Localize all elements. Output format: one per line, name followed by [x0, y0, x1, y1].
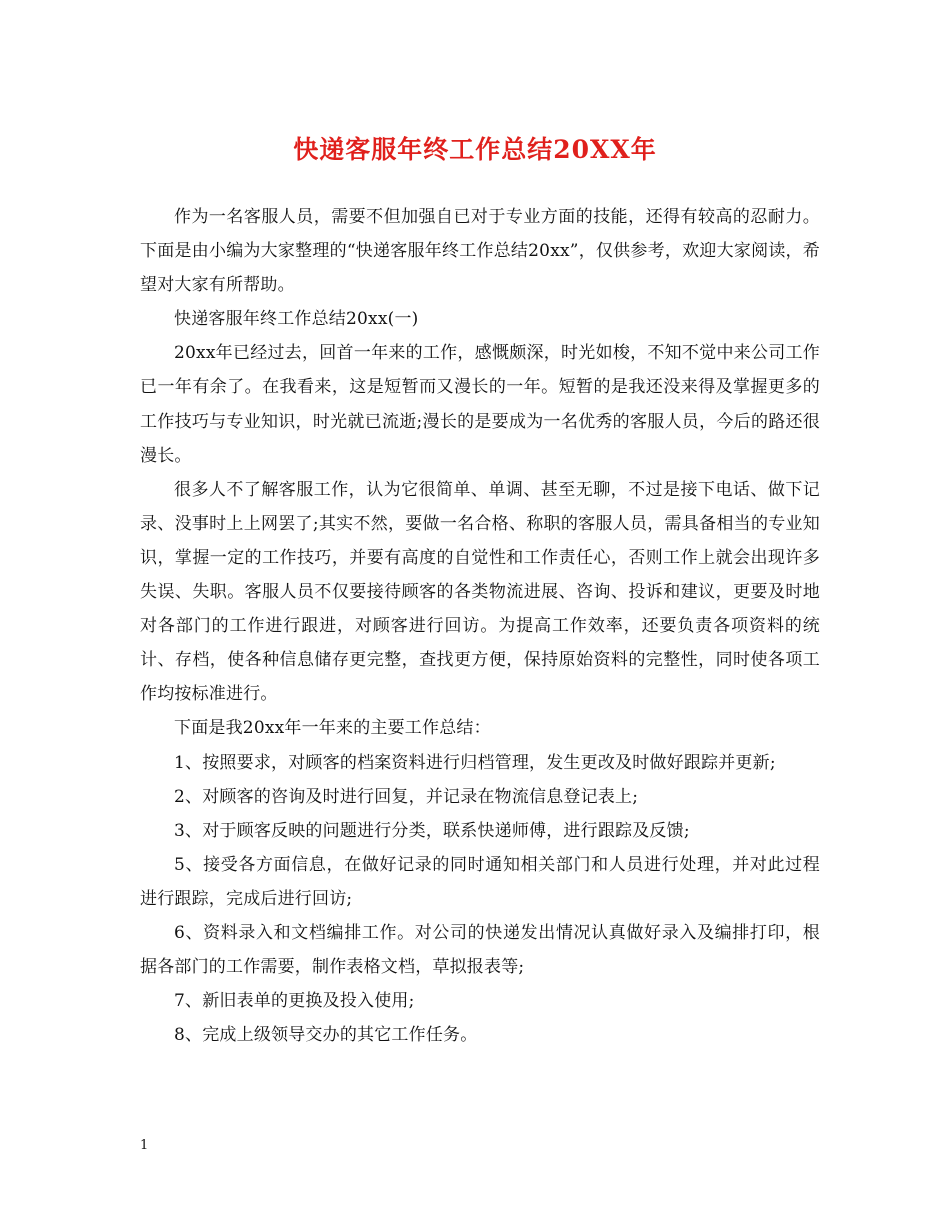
paragraph-intro: 作为一名客服人员，需要不但加强自已对于专业方面的技能，还得有较高的忍耐力。下面是由小编为大家整理的“快递客服年终工作总结20xx”，仅供参考，欢迎大家阅读，希望对大家有所帮助。	[140, 207, 820, 296]
section-heading: 快递客服年终工作总结20xx(一)	[174, 309, 419, 330]
list-item: 7、新旧表单的更换及投入使用;	[174, 991, 415, 1012]
paragraph-job-description: 很多人不了解客服工作，认为它很简单、单调、甚至无聊，不过是接下电话、做下记录、没事时上上网罢了;其实不然，要做一名合格、称职的客服人员，需具备相当的专业知识，掌握一定的工作技巧，并要有高度的自觉性和工作责任心，否则工作上就会出现许多失误、失职。客服人员不仅要接待顾客的各类物流进展、咨询、投诉和建议，更要及时地对各部门的工作进行跟进，对顾客进行回访。为提高工作效率，还要负责各项资料的统计、存档，使各种信息储存更完整，查找更方便，保持原始资料的完整性，同时使各项工作均按标准进行。	[140, 479, 820, 705]
page-number: 1	[140, 1138, 149, 1153]
list-item: 5、接受各方面信息，在做好记录的同时通知相关部门和人员进行处理，并对此过程进行跟踪，完成后进行回访;	[140, 854, 820, 909]
paragraph-review: 20xx年已经过去，回首一年来的工作，感慨颇深，时光如梭，不知不觉中来公司工作已一年有余了。在我看来，这是短暂而又漫长的一年。短暂的是我还没来得及掌握更多的工作技巧与专业知识，时光就已流逝;漫长的是要成为一名优秀的客服人员，今后的路还很漫长。	[140, 343, 820, 466]
paragraph-summary-intro: 下面是我20xx年一年来的主要工作总结：	[174, 718, 491, 739]
document-title: 快递客服年终工作总结20XX年	[293, 135, 657, 164]
list-item: 6、资料录入和文档编排工作。对公司的快递发出情况认真做好录入及编排打印，根据各部门的工作需要，制作表格文档，草拟报表等;	[140, 922, 820, 978]
list-item: 8、完成上级领导交办的其它工作任务。	[174, 1025, 478, 1046]
list-item: 2、对顾客的咨询及时进行回复，并记录在物流信息登记表上;	[174, 786, 639, 807]
document-body	[140, 200, 820, 1052]
list-item: 3、对于顾客反映的问题进行分类，联系快递师傅，进行跟踪及反馈;	[174, 820, 690, 841]
list-item: 1、按照要求，对顾客的档案资料进行归档管理，发生更改及时做好跟踪并更新;	[174, 752, 776, 773]
